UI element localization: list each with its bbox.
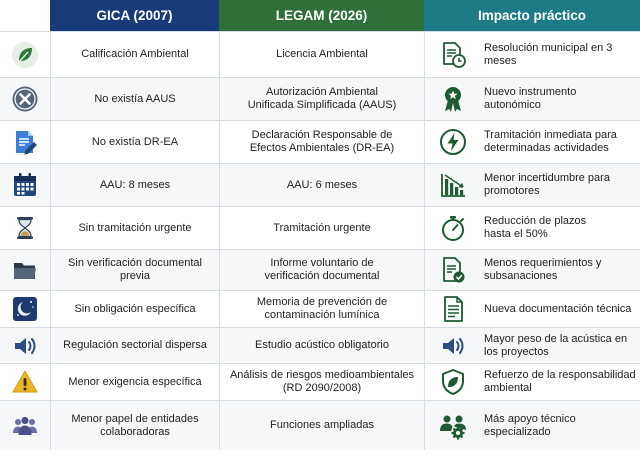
row-icon-cell	[0, 250, 50, 290]
impacto-cell	[480, 291, 640, 327]
gica-cell	[50, 164, 219, 206]
table-row	[0, 120, 640, 163]
table-row	[0, 31, 640, 77]
legam-cell-text: Memoria de prevención de contaminación lumínica	[256, 296, 388, 321]
impact-icon-cell	[424, 78, 480, 120]
impact-icon-cell	[424, 164, 480, 206]
legam-cell-text: Autorización Ambiental Unificada Simplificada (AAUS)	[247, 86, 397, 111]
gica-cell-text: Calificación Ambiental	[81, 48, 189, 60]
legam-cell-text: Licencia Ambiental	[276, 48, 368, 60]
impacto-cell	[480, 364, 640, 400]
impacto-cell-text: Reducción de plazos hasta el 50%	[484, 215, 587, 240]
impact-icon-cell	[424, 328, 480, 363]
impact-icon-cell	[424, 291, 480, 327]
speaker-icon	[11, 332, 39, 360]
impacto-cell	[480, 328, 640, 363]
gica-cell	[50, 121, 219, 163]
legam-cell	[219, 250, 424, 290]
header-impacto: Impacto práctico	[424, 0, 640, 31]
night-sky-icon	[11, 295, 39, 323]
impacto-cell	[480, 164, 640, 206]
table-row	[0, 249, 640, 290]
impact-icon-cell	[424, 207, 480, 249]
impacto-cell	[480, 121, 640, 163]
impacto-cell-text: Más apoyo técnico especializado	[484, 412, 576, 438]
impact-icon-cell	[424, 250, 480, 290]
legam-cell	[219, 78, 424, 120]
impacto-cell	[480, 401, 640, 450]
header-legam: LEGAM (2026)	[219, 0, 424, 31]
impact-icon-cell	[424, 401, 480, 450]
legam-cell-text: Funciones ampliadas	[270, 419, 374, 431]
legam-cell	[219, 207, 424, 249]
document-check-icon	[438, 255, 468, 285]
row-icon-cell	[0, 164, 50, 206]
gica-cell	[50, 78, 219, 120]
gica-cell-text: Regulación sectorial dispersa	[63, 339, 207, 351]
header-gica: GICA (2007)	[50, 0, 219, 31]
warning-icon	[11, 368, 39, 396]
legam-cell-text: Análisis de riesgos medioambientales (RD 2090/2008)	[229, 369, 415, 394]
impact-icon-cell	[424, 32, 480, 77]
impacto-cell	[480, 250, 640, 290]
leaf-icon	[11, 41, 39, 69]
declining-chart-icon	[438, 170, 468, 200]
legam-cell-text: Estudio acústico obligatorio	[255, 339, 389, 351]
row-icon-cell	[0, 328, 50, 363]
gica-cell	[50, 401, 219, 450]
impacto-cell-text: Tramitación inmediata para determinadas actividades	[484, 129, 617, 154]
legam-cell-text: Informe voluntario de verificación documental	[264, 257, 380, 282]
row-icon-cell	[0, 32, 50, 77]
legam-cell	[219, 328, 424, 363]
gica-cell-text: Menor exigencia específica	[68, 375, 202, 388]
row-icon-cell	[0, 291, 50, 327]
impacto-cell-text: Nuevo instrumento autonómico	[484, 86, 577, 111]
impacto-cell	[480, 32, 640, 77]
folder-icon	[11, 256, 39, 284]
row-icon-cell	[0, 401, 50, 450]
stopwatch-icon	[438, 213, 468, 243]
gica-cell	[50, 364, 219, 400]
calendar-icon	[11, 171, 39, 199]
cross-circle-icon	[11, 85, 39, 113]
impacto-cell-text: Mayor peso de la acústica en los proyectos	[484, 332, 628, 358]
impacto-cell-text: Menos requerimientos y subsanaciones	[484, 257, 602, 282]
gica-cell-text: Sin tramitación urgente	[78, 221, 192, 234]
gica-cell-text: No existía DR-EA	[91, 135, 179, 148]
legam-cell	[219, 164, 424, 206]
hourglass-icon	[11, 214, 39, 242]
gica-cell	[50, 207, 219, 249]
impact-icon-cell	[424, 364, 480, 400]
table-row	[0, 206, 640, 249]
legam-cell-text: Declaración Responsable de Efectos Ambientales (DR-EA)	[249, 129, 395, 154]
table-row	[0, 327, 640, 363]
legam-cell	[219, 32, 424, 77]
gica-cell	[50, 250, 219, 290]
impacto-cell-text: Resolución municipal en 3 meses	[484, 41, 613, 67]
document-clock-icon	[438, 40, 468, 70]
legam-cell	[219, 291, 424, 327]
table-row	[0, 163, 640, 206]
header-icon-column	[0, 0, 50, 31]
gica-cell-text: Sin verificación documental previa	[68, 257, 202, 282]
gica-cell	[50, 291, 219, 327]
legam-cell-text: Tramitación urgente	[273, 221, 371, 234]
legam-cell	[219, 364, 424, 400]
gica-cell-text: No existía AAUS	[94, 92, 176, 105]
gica-cell-text: Menor papel de entidades colaboradoras	[71, 412, 199, 438]
people-group-icon	[11, 412, 39, 440]
shield-leaf-icon	[438, 367, 468, 397]
impacto-cell	[480, 78, 640, 120]
row-icon-cell	[0, 364, 50, 400]
speaker-icon	[439, 332, 467, 360]
award-ribbon-icon	[438, 84, 468, 114]
gica-cell-text: Sin obligación específica	[74, 302, 196, 315]
table-row	[0, 77, 640, 120]
gica-cell	[50, 32, 219, 77]
legam-cell-text: AAU: 6 meses	[286, 178, 358, 191]
table-row	[0, 400, 640, 450]
table-row	[0, 290, 640, 327]
gica-cell	[50, 328, 219, 363]
legam-cell	[219, 121, 424, 163]
impacto-cell-text: Menor incertidumbre para promotores	[484, 172, 610, 197]
table-row	[0, 363, 640, 400]
impacto-cell-text: Nueva documentación técnica	[484, 302, 632, 315]
row-icon-cell	[0, 121, 50, 163]
people-gear-icon	[438, 411, 468, 441]
lightning-icon	[438, 127, 468, 157]
row-icon-cell	[0, 207, 50, 249]
row-icon-cell	[0, 78, 50, 120]
document-lines-icon	[438, 294, 468, 324]
impacto-cell	[480, 207, 640, 249]
impacto-cell-text: Refuerzo de la responsabilidad ambiental	[484, 369, 636, 394]
impact-icon-cell	[424, 121, 480, 163]
legam-cell	[219, 401, 424, 450]
document-pencil-icon	[11, 128, 39, 156]
gica-cell-text: AAU: 8 meses	[99, 178, 171, 191]
